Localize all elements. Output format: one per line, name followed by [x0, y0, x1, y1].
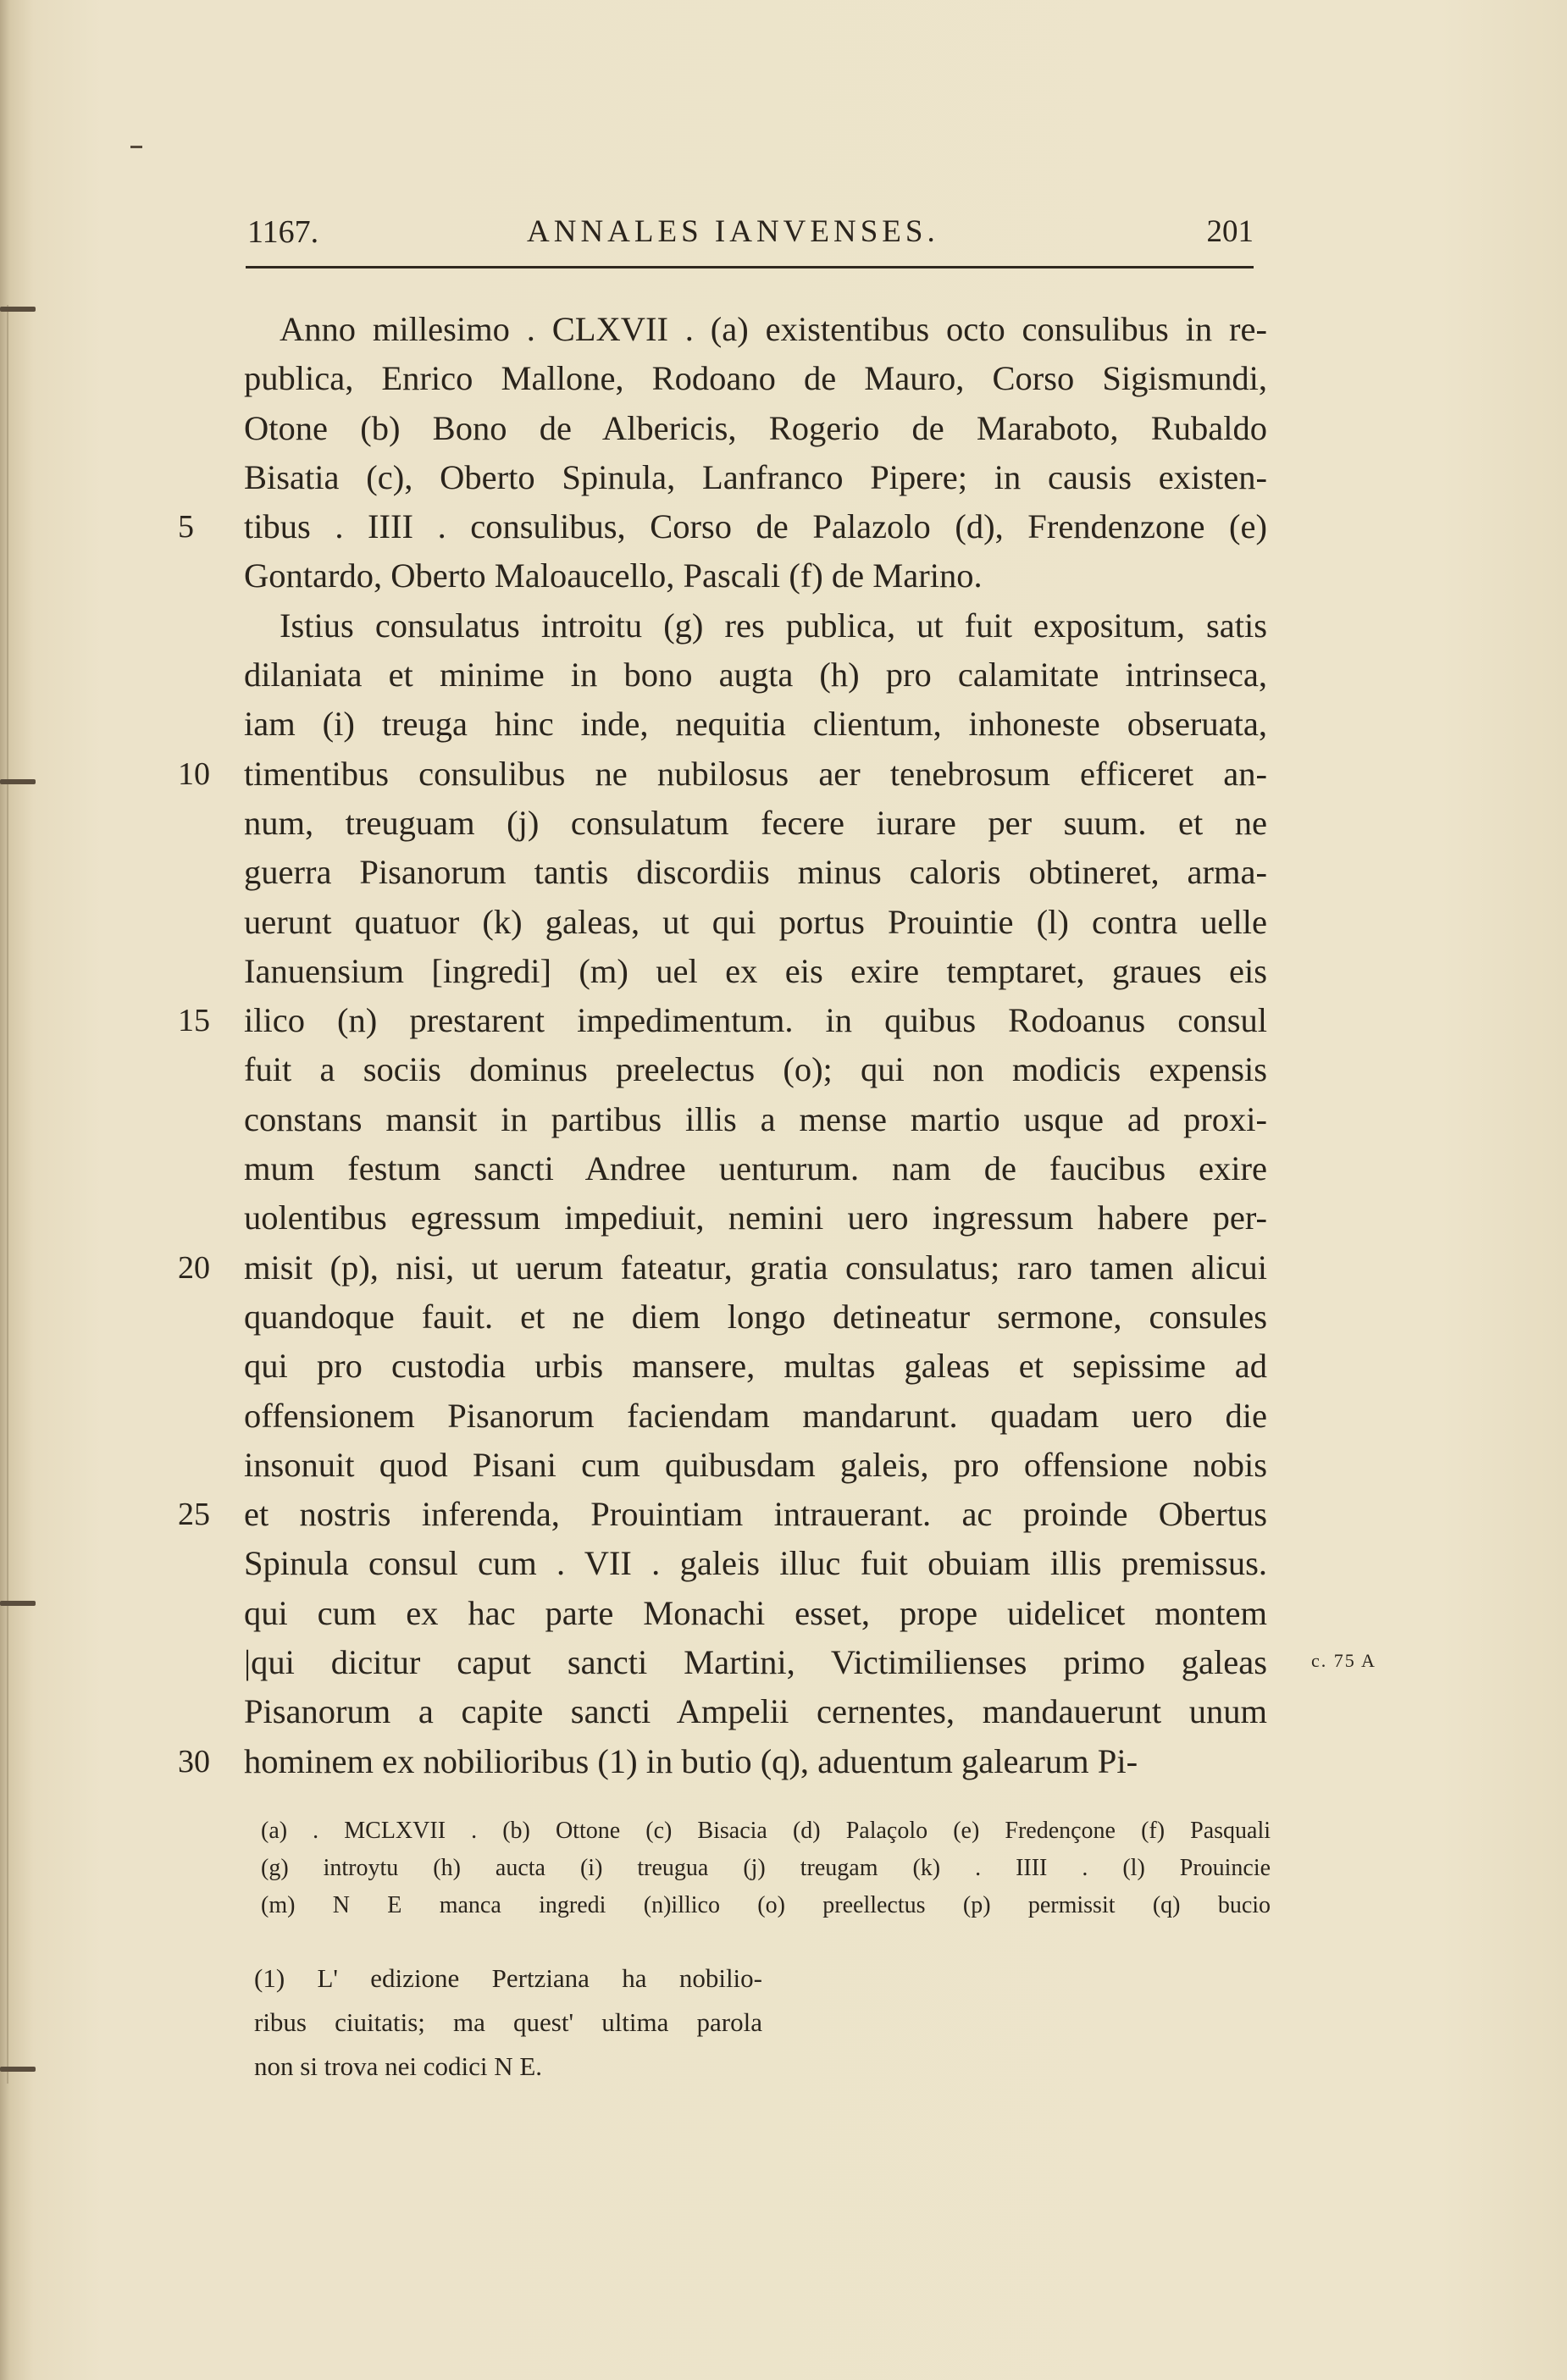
- text-line: [178, 1737, 1267, 1786]
- text-line: [244, 601, 1267, 650]
- variant-reading: (n)illico: [643, 1892, 720, 1918]
- binding-thread: [0, 2067, 36, 2072]
- text-line: [244, 650, 1267, 700]
- variant-row: [261, 1887, 1271, 1924]
- text-line: [244, 1095, 1267, 1144]
- text-line: [244, 404, 1267, 453]
- line-text: dilaniata et minime in bono augta (h) pro calamitate intrinseca,: [244, 656, 1267, 695]
- text-line: [244, 700, 1267, 749]
- variant-reading: (i) treugua: [579, 1855, 709, 1881]
- line-text: tibus . IIII . consulibus, Corso de Palazolo (d), Frendenzone (e): [244, 507, 1267, 546]
- line-text: hominem ex nobilioribus (1) in butio (q), aduentum galearum Pi-: [244, 1741, 1138, 1780]
- line-text: ilico (n) prestarent impedimentum. in quibus Rodoanus consul: [244, 1001, 1267, 1040]
- text-line: [244, 1392, 1267, 1441]
- variant-reading: (m) N E manca ingredi: [261, 1892, 606, 1918]
- text-line: [244, 1441, 1267, 1490]
- line-text: Spinula consul cum . VII . galeis illuc fuit obuiam illis premissus.: [244, 1544, 1267, 1583]
- line-text: Otone (b) Bono de Albericis, Rogerio de Maraboto, Rubaldo: [244, 408, 1267, 447]
- line-text: Bisatia (c), Oberto Spinula, Lanfranco Pipere; in causis existen-: [244, 457, 1267, 496]
- text-line: [244, 1638, 1267, 1687]
- line-text: Pisanorum a capite sancti Ampelii cernentes, mandauerunt unum: [244, 1692, 1267, 1731]
- text-line: [244, 898, 1267, 947]
- line-text: quandoque fauit. et ne diem longo detineatur sermone, consules: [244, 1297, 1267, 1336]
- line-text: num, treuguam (j) consulatum fecere iurare per suum. et ne: [244, 803, 1267, 842]
- line-text: insonuit quod Pisani cum quibusdam galeis, pro offensione nobis: [244, 1445, 1267, 1484]
- header-rule: [246, 266, 1254, 268]
- variant-row: [261, 1850, 1271, 1887]
- text-line: [244, 1539, 1267, 1588]
- text-line: [244, 947, 1267, 996]
- text-line: [244, 848, 1267, 897]
- variant-row: [261, 1813, 1271, 1850]
- ink-mark: [130, 146, 142, 148]
- text-line: [244, 305, 1267, 354]
- text-line: [244, 453, 1267, 502]
- line-text: Anno millesimo . CLXVII . (a) existentibus octo consulibus in re-: [280, 310, 1267, 348]
- binding-thread: [0, 1601, 36, 1606]
- main-text: [178, 305, 1267, 1786]
- text-line: [244, 1144, 1267, 1193]
- variant-reading: (l) Prouincie: [1122, 1855, 1271, 1881]
- header-title: ANNALES IANVENSES.: [527, 214, 939, 249]
- line-text: publica, Enrico Mallone, Rodoano de Mauro, Corso Sigismundi,: [244, 359, 1267, 398]
- text-line: [178, 1243, 1267, 1292]
- margin-reference: c. 75 A: [1311, 1650, 1376, 1671]
- variant-reading: (f) Pasquali: [1141, 1818, 1271, 1844]
- variant-reading: (a) . MCLXVII .: [261, 1818, 478, 1844]
- footnote-line: ribus ciuitatis; ma quest' ultima parola: [254, 2007, 762, 2037]
- variant-reading: (d) Palaçolo: [792, 1818, 928, 1844]
- header-year: 1167.: [247, 214, 319, 250]
- text-line: [244, 1687, 1267, 1736]
- binding-thread: [0, 307, 36, 312]
- variant-reading: (e) Fredençone: [953, 1818, 1116, 1844]
- line-text: uerunt quatuor (k) galeas, ut qui portus Prouintie (l) contra uelle: [244, 902, 1267, 941]
- text-line: [178, 1490, 1267, 1539]
- variant-apparatus: [261, 1813, 1271, 1924]
- variant-reading: (g) introytu: [261, 1855, 399, 1881]
- line-text: misit (p), nisi, ut uerum fateatur, gratia consulatus; raro tamen alicui: [244, 1248, 1267, 1287]
- text-line: [178, 996, 1267, 1045]
- binding-edge: [7, 305, 17, 2084]
- text-line: [244, 799, 1267, 848]
- line-text: iam (i) treuga hinc inde, nequitia clientum, inhoneste obseruata,: [244, 705, 1267, 744]
- text-line: [244, 1292, 1267, 1342]
- variant-reading: (c) Bisacia: [645, 1818, 767, 1844]
- variant-reading: (b) Ottone: [502, 1818, 621, 1844]
- line-text: qui pro custodia urbis mansere, multas galeas et sepissime ad: [244, 1347, 1267, 1386]
- page-number: 201: [1206, 214, 1254, 249]
- line-text: Ianuensium [ingredi] (m) uel ex eis exire temptaret, graues eis: [244, 951, 1267, 990]
- variant-reading: (q) bucio: [1152, 1892, 1271, 1918]
- line-number: 10: [178, 756, 210, 792]
- footnote-line: non si trova nei codici N E.: [254, 2051, 543, 2081]
- line-number: 30: [178, 1743, 210, 1779]
- text-line: [244, 1589, 1267, 1638]
- line-text: fuit a sociis dominus preelectus (o); qui non modicis expensis: [244, 1050, 1267, 1089]
- text-line: [244, 354, 1267, 403]
- line-text: qui cum ex hac parte Monachi esset, prope uidelicet montem: [244, 1593, 1267, 1632]
- line-text: et nostris inferenda, Prouintiam intrauerant. ac proinde Obertus: [244, 1495, 1267, 1534]
- line-text: uolentibus egressum impediuit, nemini uero ingressum habere per-: [244, 1198, 1267, 1237]
- line-text: offensionem Pisanorum faciendam mandarunt. quadam uero die: [244, 1396, 1267, 1435]
- line-text: mum festum sancti Andree uenturum. nam de faucibus exire: [244, 1149, 1267, 1188]
- variant-reading: (h) aucta: [433, 1855, 545, 1881]
- line-number: 25: [178, 1497, 210, 1533]
- line-text: |qui dicitur caput sancti Martini, Victimilienses primo galeas: [244, 1643, 1267, 1682]
- variant-reading: (p) permissit: [962, 1892, 1116, 1918]
- line-text: Gontardo, Oberto Maloaucello, Pascali (f) de Marino.: [244, 556, 983, 595]
- line-text: Istius consulatus introitu (g) res publica, ut fuit expositum, satis: [280, 606, 1267, 645]
- text-line: [178, 750, 1267, 799]
- footnote-line: (1) L' edizione Pertziana ha nobilio-: [254, 1963, 762, 1993]
- line-text: timentibus consulibus ne nubilosus aer tenebrosum efficeret an-: [244, 754, 1267, 793]
- footnote: [254, 1957, 762, 2089]
- variant-reading: (k) . IIII .: [912, 1855, 1088, 1881]
- binding-thread: [0, 779, 36, 784]
- line-number: 20: [178, 1249, 210, 1286]
- line-text: guerra Pisanorum tantis discordiis minus caloris obtineret, arma-: [244, 853, 1267, 892]
- text-line: [244, 1342, 1267, 1391]
- text-line: [178, 502, 1267, 551]
- line-text: constans mansit in partibus illis a mense martio usque ad proxi-: [244, 1099, 1267, 1138]
- line-number: 5: [178, 509, 194, 545]
- variant-reading: (o) preellectus: [757, 1892, 926, 1918]
- variant-reading: (j) treugam: [743, 1855, 878, 1881]
- text-line: [244, 551, 1267, 601]
- line-number: 15: [178, 1003, 210, 1039]
- text-line: [244, 1193, 1267, 1243]
- text-line: [244, 1045, 1267, 1094]
- running-header: [247, 213, 1254, 256]
